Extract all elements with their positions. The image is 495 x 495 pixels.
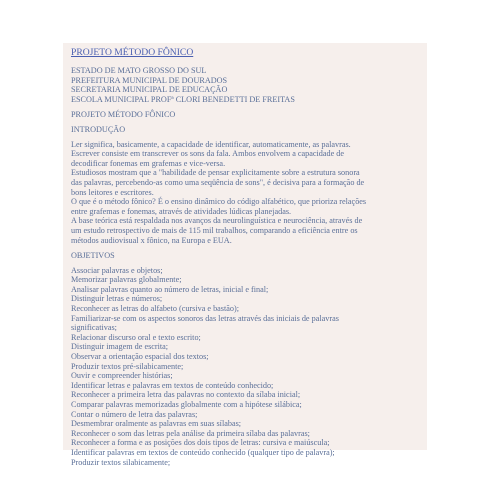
intro-heading: INTRODUÇÃO [71,124,126,134]
objective-item: Reconhecer as letras do alfabeto (cursiva e bastão); [71,304,239,314]
header-line-secretariat: SECRETARIA MUNICIPAL DE EDUCAÇÃO [71,85,228,95]
objective-item: Distinguir letras e números; [71,294,163,304]
objective-item: Desmembrar oralmente as palavras em suas sílabas; [71,419,242,429]
document-title-link[interactable]: PROJETO MÉTODO FÔNICO [71,47,194,58]
objective-item: Observar a orientação espacial dos textos; [71,352,209,362]
intro-line: decodificar fonemas em grafemas e vice-versa. [71,158,226,168]
intro-line: métodos audiovisual x fônico, na Europa e EUA. [71,235,232,245]
intro-line: O que é o método fônico? É o ensino dinâmico do código alfabético, que prioriza relações [71,197,367,207]
objective-item: Reconhecer a primeira letra das palavras no contexto da sílaba inicial; [71,390,301,400]
intro-line: um estudo retrospectivo de mais de 115 mil trabalhos, comparando a eficiência entre os [71,225,358,235]
objective-item: Analisar palavras quanto ao número de letras, inicial e final; [71,284,269,294]
objective-item: Identificar palavras em textos de conteúdo conhecido (qualquer tipo de palavra); [71,447,335,457]
intro-line: A base teórica está respaldada nos avanços da neurolinguística e neurociência, através de [71,216,363,226]
objectives-heading: OBJETIVOS [71,251,115,261]
objective-item: Familiarizar-se com os aspectos sonoros das letras através das iniciais de palavras [71,313,339,323]
intro-line: Escrever consiste em transcrever os sons da fala. Ambos envolvem a capacidade de [71,149,345,159]
objective-item: Identificar letras e palavras em textos de conteúdo conhecido; [71,380,274,390]
document-content [71,47,423,473]
institution-header [71,66,423,104]
intro-line: bons leitores e escritores. [71,187,154,197]
objective-item: Contar o número de letra das palavras; [71,409,198,419]
objective-item: Relacionar discurso oral e texto escrito; [71,332,201,342]
objectives-list [71,266,423,467]
header-line-school: ESCOLA MUNICIPAL PROFª CLORI BENEDETTI DE FREITAS [71,94,295,104]
objective-item: Produzir textos silabicamente; [71,457,171,467]
intro-paragraph [71,140,423,246]
objective-item: significativas; [71,323,117,333]
objective-item: Distinguir imagem de escrita; [71,342,169,352]
intro-line: Estudiosos mostram que a "habilidade de pensar explicitamente sobre a estrutura sonora [71,168,360,178]
header-line-state: ESTADO DE MATO GROSSO DO SUL [71,66,207,75]
intro-line: Ler significa, basicamente, a capacidade de identificar, automaticamente, as palavras. [71,139,351,149]
objective-item: Comparar palavras memorizadas globalmente com a hipótese silábica; [71,400,302,409]
objective-item: Associar palavras e objetos; [71,265,163,275]
objective-item: Ouvir e compreender histórias; [71,371,173,381]
intro-line: entre grafemas e fonemas, através de atividades lúdicas planejadas. [71,206,292,216]
intro-line: das palavras, percebendo-as como uma seqüência de sons", é decisiva para a formação de [71,177,365,187]
project-subtitle: PROJETO MÉTODO FÔNICO [71,110,176,120]
header-line-prefecture: PREFEITURA MUNICIPAL DE DOURADOS [71,75,228,85]
objective-item: Reconhecer a forma e as posições dos dois tipos de letras: cursiva e maiúscula; [71,438,330,448]
objective-item: Memorizar palavras globalmente; [71,275,182,285]
document-page [63,43,427,467]
objective-item: Reconhecer o som das letras pela análise da primeira sílaba das palavras; [71,428,310,438]
objective-item: Produzir textos pré-silabicamente; [71,361,184,371]
